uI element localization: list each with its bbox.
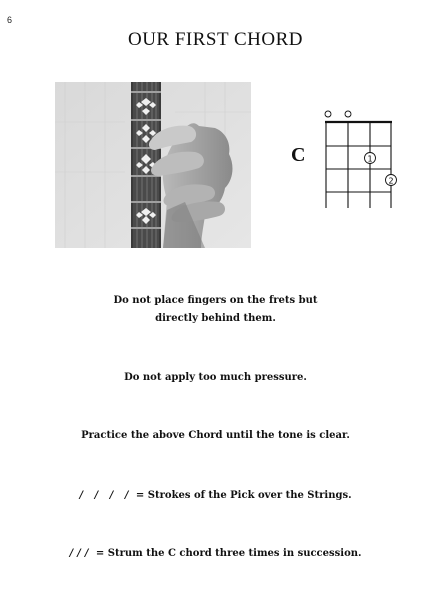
instruction-5: /// = Strum the C chord three times in succession. — [69, 548, 362, 559]
page-title: OUR FIRST CHORD — [127, 29, 304, 50]
finger-1-label: 1 — [367, 154, 373, 164]
chord-diagram — [316, 106, 400, 216]
instruction-3: Practice the above Chord until the tone is clear. — [81, 430, 350, 441]
finger-2-label: 2 — [388, 176, 394, 186]
instruction-4: / / / / = Strokes of the Pick over the Strings. — [79, 490, 352, 501]
open-string-marker — [345, 111, 351, 117]
pick-strokes-symbol: / / / / — [79, 490, 133, 501]
page-number: 6 — [7, 15, 13, 25]
fretboard-hand-photo — [55, 82, 251, 248]
instruction-2: Do not apply too much pressure. — [124, 372, 307, 383]
chord-name: C — [291, 144, 306, 166]
instruction-1: Do not place fingers on the frets but directly behind them. — [113, 295, 318, 324]
open-string-marker — [325, 111, 331, 117]
strum-symbol: /// — [69, 548, 93, 559]
